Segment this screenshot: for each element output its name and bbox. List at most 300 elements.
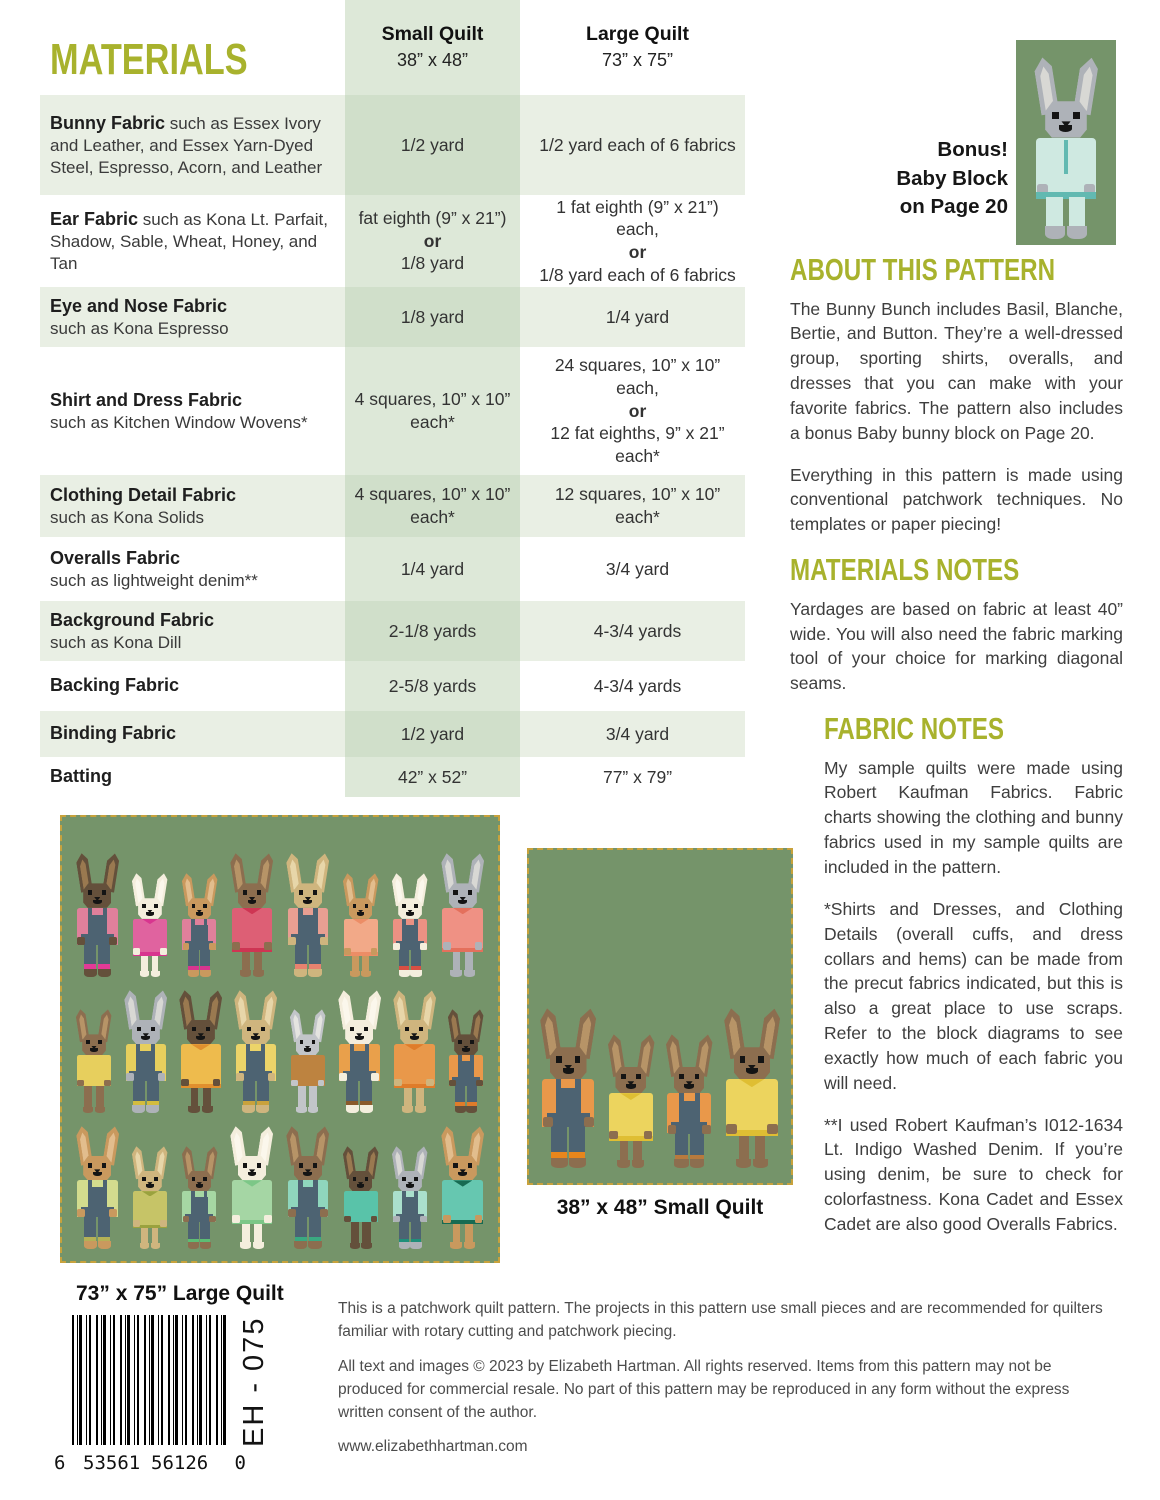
bunny-eye	[468, 890, 472, 895]
quilt-bunny	[394, 990, 435, 1113]
bonus-note	[824, 136, 1008, 222]
bunny-eye	[621, 1074, 626, 1079]
materials-cell-small: 2-1/8 yards	[345, 601, 520, 661]
bunny-foot	[132, 1105, 145, 1113]
bunny-hand	[543, 1117, 553, 1127]
bunny-foot	[256, 1105, 269, 1113]
table-col-gap	[520, 195, 530, 287]
bunny-leg	[254, 1224, 262, 1243]
bunny-head	[349, 1171, 373, 1192]
bunny-eye	[203, 904, 207, 908]
bunny-foot	[674, 1159, 688, 1168]
row-name: Clothing Detail Fabric	[50, 484, 237, 505]
footer-paragraph: This is a patchwork quilt pattern. The projects in this pattern use small pieces and are recommended for quilters familiar with rotary cutting and patchwork piecing.	[338, 1300, 1103, 1341]
bunny-mouth	[462, 1048, 469, 1052]
bunny-hand	[236, 1073, 244, 1081]
bunny-head	[138, 1171, 162, 1192]
bunny-mouth	[196, 1184, 203, 1188]
row-desc: such as Kitchen Window Wovens*	[50, 412, 308, 432]
bunny-leg	[152, 956, 159, 972]
bunny-foot	[350, 1243, 360, 1249]
bunny-head	[83, 883, 111, 908]
bunny-eye	[142, 904, 146, 908]
bunny-hand	[133, 948, 140, 955]
paragraph: Everything in this pattern is made using conventional patchwork techniques. No templates or paper piecing!	[790, 464, 1123, 535]
materials-cell-large: 4-3/4 yards	[593, 675, 682, 696]
bunny-head	[82, 1034, 106, 1055]
bunny-hand	[371, 1216, 378, 1223]
bunny-mouth	[196, 912, 203, 916]
quilt-bunny	[393, 1146, 427, 1250]
quilt-bunny	[77, 1126, 118, 1249]
bunny-head	[1045, 101, 1087, 137]
bunny-eye	[243, 1163, 247, 1168]
bunny-eye	[203, 1177, 207, 1181]
materials-row-label	[40, 347, 345, 475]
bunny-hand	[77, 1209, 85, 1217]
quilt-bunny	[344, 873, 378, 977]
bunny-hand	[158, 1073, 166, 1081]
barcode-digit: 6	[54, 1452, 66, 1474]
bunny-foot	[464, 1242, 475, 1249]
bunny-leg	[362, 1222, 370, 1243]
row-name: Shirt and Dress Fabric	[50, 389, 243, 410]
bunny-foot	[146, 1105, 159, 1113]
quilt-bunny	[236, 990, 277, 1113]
bunny-foot	[140, 971, 150, 977]
bunny-foot	[399, 970, 410, 977]
bunny-foot	[1045, 226, 1065, 239]
bunny-head	[138, 898, 162, 919]
bunny-mouth	[146, 1184, 153, 1188]
suit-zipper	[1064, 140, 1068, 174]
column-size: 73” x 75”	[601, 50, 674, 71]
suit-leg	[1046, 197, 1063, 227]
bunny-foot	[308, 1241, 321, 1249]
quilt-row	[77, 853, 483, 976]
bunny-leg	[633, 1141, 642, 1162]
quilt-bunny	[232, 1126, 273, 1249]
bunny-eye	[414, 904, 418, 908]
bunny-mouth	[563, 1068, 574, 1074]
bunny-eye	[142, 1177, 146, 1181]
bunny-eye	[300, 1040, 304, 1044]
bunny-foot	[296, 1107, 306, 1113]
bunny-hand	[426, 1079, 434, 1087]
bunny-eye	[313, 890, 317, 895]
bunny-hand	[160, 948, 167, 955]
quilt-bunny	[442, 853, 483, 976]
bunny-leg	[309, 1086, 317, 1107]
row-name: Binding Fabric	[50, 723, 176, 744]
table-col-gap	[520, 347, 530, 475]
bunny-eye	[468, 1163, 472, 1168]
table-col-gap	[520, 537, 530, 601]
bunny-foot	[308, 969, 321, 977]
bunny-mouth	[90, 1048, 97, 1052]
bunny-foot	[450, 970, 461, 977]
right-column	[790, 250, 1123, 1254]
bunny-hand	[109, 1209, 117, 1217]
bunny-foot	[360, 1105, 373, 1113]
bunny-head	[238, 883, 266, 908]
bunny-eye	[243, 890, 247, 895]
quilt-bunny	[667, 1034, 711, 1168]
bunny-hand	[104, 1080, 111, 1087]
bunny-eye	[365, 1177, 369, 1181]
row-desc: such as lightweight denim**	[50, 570, 258, 590]
bunny-eye	[402, 904, 406, 908]
bunny-eye	[192, 1027, 196, 1032]
bunny-foot	[188, 1242, 199, 1249]
quilt-row	[77, 990, 483, 1113]
table-col-gap	[520, 475, 530, 537]
bunny-hand	[475, 942, 483, 950]
materials-cell-small: fat eighth (9” x 21”) or 1/8 yard	[345, 195, 520, 287]
column-label: Large Quilt	[586, 23, 689, 46]
bunny-foot	[242, 1105, 255, 1113]
bunny-leg	[465, 1224, 473, 1243]
bunny-hand	[371, 948, 378, 955]
quilt-bunny	[77, 1009, 111, 1113]
baby-block-image	[1016, 40, 1116, 245]
fabric-notes-heading: FABRIC NOTES	[824, 711, 1005, 747]
bunny-eye	[575, 1056, 581, 1062]
bunny-head	[187, 1020, 215, 1045]
bunny-hand	[344, 1216, 351, 1223]
bunny-eye	[405, 1027, 409, 1032]
quilt-row	[77, 1126, 483, 1249]
bunny-foot	[84, 1241, 97, 1249]
row-desc: such as Kona Espresso	[50, 318, 229, 338]
bunny-hand	[420, 943, 427, 950]
bunny-head	[132, 1020, 160, 1045]
bunny-leg	[416, 1088, 424, 1107]
bunny-head	[449, 883, 477, 908]
bunny-mouth	[626, 1084, 636, 1089]
bunny-eye	[98, 1040, 102, 1044]
bunny-hand	[160, 1220, 167, 1227]
small-quilt-caption: 38” x 48” Small Quilt	[556, 1196, 764, 1219]
quilt-bunny	[133, 1146, 167, 1250]
bunny-head	[734, 1047, 771, 1079]
bunny-head	[398, 1171, 422, 1192]
bunny-foot	[294, 1241, 307, 1249]
bunny-hand	[344, 948, 351, 955]
materials-cell-large: 1/2 yard each of 6 fabrics	[530, 95, 745, 195]
bunny-foot	[350, 971, 360, 977]
bunny-head	[188, 898, 212, 919]
bunny-hand	[183, 1216, 190, 1223]
bunny-leg	[141, 956, 148, 972]
bunny-leg	[453, 952, 461, 971]
bunny-foot	[140, 1243, 150, 1249]
materials-cell-large: 77” x 79”	[602, 766, 673, 787]
bunny-mouth	[684, 1084, 694, 1089]
bunny-hand	[209, 1216, 216, 1223]
bunny-hand	[232, 942, 240, 950]
bunny-eye	[206, 1027, 210, 1032]
bunny-eye	[102, 890, 106, 895]
bunny-leg	[352, 956, 359, 972]
materials-notes-paragraphs	[790, 597, 1123, 696]
bunny-hand	[702, 1125, 711, 1134]
materials-cell-small: 1/8 yard	[345, 287, 520, 347]
fabric-notes-section	[824, 713, 1123, 1237]
bunny-leg	[254, 952, 262, 971]
bunny-mouth	[304, 1048, 311, 1052]
table-col-gap	[520, 287, 530, 347]
materials-row-label	[40, 95, 345, 195]
bunny-eye	[299, 1163, 303, 1168]
table-column-header	[345, 0, 520, 95]
overalls-cuff	[569, 1152, 585, 1158]
column-size: 38” x 48”	[396, 50, 469, 71]
bunny-foot	[346, 1105, 359, 1113]
bunny-head	[449, 1156, 477, 1181]
materials-cell-large: 3/4 yard	[530, 711, 745, 757]
bunny-head	[550, 1047, 587, 1079]
bunny-foot	[464, 970, 475, 977]
bunny-foot	[632, 1160, 644, 1168]
paragraph: The Bunny Bunch includes Basil, Blanche, Bertie, and Button. They’re a well-dressed group, sporting shirts, overalls, and dresses that you can make with your favorite fabrics. The pattern also includes a bonus Baby bunny block on Page 20.	[790, 298, 1123, 443]
materials-notes-heading: MATERIALS NOTES	[790, 552, 1020, 588]
quilt-bunny	[339, 990, 380, 1113]
bunny-leg	[191, 1088, 199, 1107]
bunny-foot	[410, 1242, 421, 1249]
bunny-foot	[95, 1107, 105, 1113]
bunny-leg	[739, 1136, 749, 1161]
bunny-hand	[443, 1215, 451, 1223]
bunny-hand	[420, 1216, 427, 1223]
row-name: Batting	[50, 766, 112, 787]
bunny-hand	[371, 1073, 379, 1081]
materials-row-label	[40, 195, 345, 287]
bunny-head	[349, 898, 373, 919]
about-paragraphs	[790, 297, 1123, 538]
materials-row-label	[40, 711, 345, 757]
paragraph: **I used Robert Kaufman’s I012-1634 Lt. Indigo Washed Denim. If you’re using denim, be sure to check for colorfastness. Kona Cadet and Essex Cadet are also good Overalls Fabrics.	[824, 1114, 1123, 1234]
bunny-foot	[308, 1107, 318, 1113]
bunny-hand	[318, 1080, 325, 1087]
bunny-hand	[443, 942, 451, 950]
bunny-eye	[636, 1074, 641, 1079]
bunny-head	[83, 1156, 111, 1181]
materials-cell-large: 3/4 yard	[605, 558, 670, 579]
bunny-hand	[393, 1216, 400, 1223]
bunny-foot	[240, 1242, 251, 1249]
row-desc: such as Kona Dill	[50, 632, 182, 652]
bunny-hand	[209, 943, 216, 950]
bunny-foot	[415, 1106, 426, 1113]
quilt-bunny	[726, 1008, 778, 1168]
small-quilt-image	[527, 848, 793, 1185]
bunny-eye	[740, 1056, 746, 1062]
bunny-hand	[339, 1073, 347, 1081]
bunny-mouth	[355, 1036, 364, 1040]
bunny-hand	[767, 1124, 777, 1134]
bunny-foot	[200, 1242, 211, 1249]
materials-cell-large: 24 squares, 10” x 10” each, or 12 fat eighths, 9” x 21” each*	[550, 355, 725, 467]
bunny-hand	[264, 942, 272, 950]
table-col-gap	[520, 711, 530, 757]
bunny-mouth	[410, 1036, 419, 1040]
bunny-foot	[151, 971, 161, 977]
bunny-eye	[257, 890, 261, 895]
bunny-eye	[365, 904, 369, 908]
bunny-hand	[393, 943, 400, 950]
bunny-eye	[556, 1056, 562, 1062]
bunny-foot	[98, 1241, 111, 1249]
paragraph: Yardages are based on fabric at least 40” wide. You will also need the fabric marking tool of your choice for marking diagonal seams.	[790, 598, 1123, 694]
barcode-digit: 0	[234, 1452, 246, 1474]
bunny-leg	[465, 952, 473, 971]
quilt-bunny	[449, 1009, 483, 1113]
bunny-foot	[294, 969, 307, 977]
bunny-eye	[364, 1027, 368, 1032]
large-quilt-image	[60, 815, 500, 1263]
bunny-foot	[617, 1160, 629, 1168]
bunny-hand	[609, 1131, 618, 1140]
bunny-hand	[181, 1079, 189, 1087]
bunny-head	[294, 1156, 322, 1181]
materials-cell-small: 4 squares, 10” x 10” each*	[345, 347, 520, 475]
bunny-foot	[455, 1106, 466, 1113]
table-col-gap	[520, 661, 530, 711]
quilt-bunny	[542, 1008, 594, 1168]
bunny-eye	[350, 1027, 354, 1032]
paragraph: My sample quilts were made using Robert Kaufman Fabrics. Fabric charts showing the clothing and bunny fabrics used in my sample quilts are included in the pattern.	[824, 757, 1123, 877]
materials-cell-small: 42” x 52”	[345, 757, 520, 797]
quilt-bunny	[181, 990, 222, 1113]
bunny-head	[345, 1020, 373, 1045]
table-col-gap	[520, 757, 530, 797]
materials-row-label	[40, 537, 345, 601]
bunny-head	[296, 1034, 320, 1055]
materials-cell-large: 1 fat eighth (9” x 21”) each, or 1/8 yard each of 6 fabrics	[539, 196, 736, 285]
bunny-leg	[242, 952, 250, 971]
table-col-gap	[520, 95, 530, 195]
bunny-foot	[240, 970, 251, 977]
bunny-eye	[257, 1163, 261, 1168]
materials-row-label	[40, 661, 345, 711]
bunny-foot	[361, 971, 371, 977]
bunny-hand	[726, 1124, 736, 1134]
bunny-foot	[450, 1242, 461, 1249]
bunny-mouth	[146, 912, 153, 916]
materials-cell-small: 1/2 yard	[345, 711, 520, 757]
bonus-line: Bonus!	[937, 138, 1008, 161]
bunny-eye	[137, 1027, 141, 1032]
bunny-foot	[1067, 226, 1087, 239]
bunny-mouth	[406, 912, 413, 916]
materials-table	[40, 0, 745, 797]
bunny-eye	[453, 1163, 457, 1168]
bunny-leg	[351, 1222, 359, 1243]
barcode-digits: 56126	[148, 1454, 211, 1473]
bunny-hand	[476, 1080, 483, 1087]
quilt-row	[542, 1008, 778, 1168]
table-column-header	[530, 0, 745, 95]
quilt-bunny	[393, 873, 427, 977]
bunny-hand	[320, 1209, 328, 1217]
bunny-hand	[77, 1080, 84, 1087]
bunny-hand	[133, 1220, 140, 1227]
paragraph: *Shirts and Dresses, and Clothing Details (overall cuffs, and dress collars and hems) can be made from the precut fabrics indicated, but this is also a great place to use scraps. Refer to the block diagrams to see exactly how much of each fabric you will need.	[824, 898, 1123, 1093]
quilt-bunny	[344, 1146, 378, 1250]
bunny-foot	[188, 970, 199, 977]
bunny-foot	[253, 970, 264, 977]
bunny-foot	[83, 1107, 93, 1113]
bunny-hand	[475, 1215, 483, 1223]
bunny-eye	[414, 1177, 418, 1181]
bunny-hand	[449, 1080, 456, 1087]
bunny-eye	[192, 904, 196, 908]
bunny-hand	[213, 1079, 221, 1087]
materials-cell-small: 1/2 yard	[345, 95, 520, 195]
bunny-hand	[109, 937, 117, 945]
bunny-foot	[753, 1159, 768, 1168]
bunny-hand	[126, 1073, 134, 1081]
bunny-eye	[758, 1056, 764, 1062]
table-col-gap	[520, 601, 530, 661]
bunny-eye	[299, 890, 303, 895]
bunny-eye	[247, 1027, 251, 1032]
materials-cell-large: 1/4 yard	[530, 287, 745, 347]
bunny-head	[400, 1020, 428, 1045]
materials-cell-small: 1/4 yard	[345, 537, 520, 601]
bunny-leg	[242, 1224, 250, 1243]
row-name: Ear Fabric such as Kona Lt. Parfait, Shadow, Sable, Wheat, Honey, and Tan	[50, 208, 328, 273]
bunny-head	[674, 1067, 705, 1094]
bunny-eye	[261, 1027, 265, 1032]
column-label: Small Quilt	[381, 23, 484, 46]
bunny-eye	[695, 1074, 700, 1079]
bunny-foot	[202, 1106, 213, 1113]
bunny-hand	[288, 1209, 296, 1217]
bunny-leg	[404, 1088, 412, 1107]
bunny-mouth	[746, 1068, 757, 1074]
quilt-bunny	[609, 1034, 653, 1168]
row-name: Backing Fabric	[50, 675, 180, 696]
bunny-leg	[362, 956, 369, 972]
bunny-leg	[755, 1136, 765, 1161]
bunny-hand	[268, 1073, 276, 1081]
bunny-mouth	[357, 912, 364, 916]
materials-cell-large: 4-3/4 yards	[530, 601, 745, 661]
about-heading: ABOUT THIS PATTERN	[790, 252, 1056, 287]
quilt-bunny	[442, 1126, 483, 1249]
bunny-foot	[690, 1159, 704, 1168]
bunny-foot	[569, 1158, 586, 1168]
quilt-bunny	[291, 1009, 325, 1113]
bunny-foot	[84, 969, 97, 977]
bunny-hand	[668, 1125, 677, 1134]
materials-heading-cell	[40, 0, 345, 95]
large-quilt-caption: 73” x 75” Large Quilt	[76, 1282, 284, 1305]
table-col-gap	[520, 0, 530, 95]
materials-row-label	[40, 287, 345, 347]
quilt-bunny	[133, 873, 167, 977]
bonus-line: Baby Block	[896, 166, 1008, 190]
bunny-foot	[98, 969, 111, 977]
quilt-bunny	[1036, 57, 1096, 239]
quilt-bunny	[77, 853, 118, 976]
quilt-bunny	[288, 1126, 329, 1249]
quilt-bunny	[182, 1146, 216, 1250]
bunny-leg	[96, 1086, 104, 1107]
barcode-digits: 53561	[80, 1454, 143, 1473]
